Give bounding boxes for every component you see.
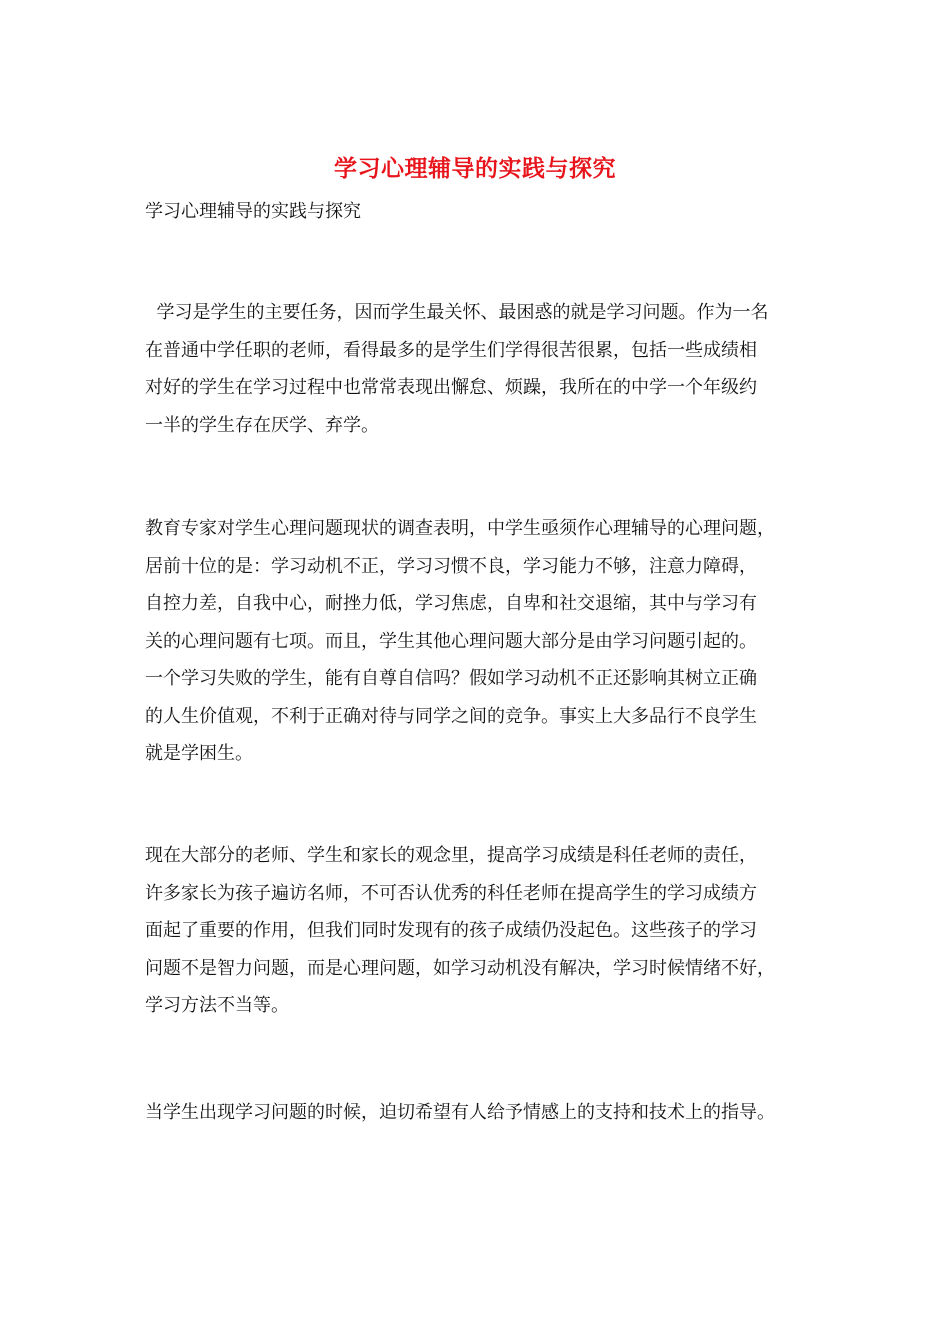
- paragraph-line: 许多家长为孩子遍访名师，不可否认优秀的科任老师在提高学生的学习成绩方: [145, 882, 757, 904]
- paragraph-line: 一半的学生存在厌学、弃学。: [145, 414, 379, 436]
- paragraph-line: 关的心理问题有七项。而且，学生其他心理问题大部分是由学习问题引起的。: [145, 630, 757, 652]
- paragraph-line: 学习方法不当等。: [145, 995, 289, 1016]
- paragraph-3: [145, 837, 825, 1025]
- paragraph-1: [145, 294, 825, 444]
- paragraph-line: 的人生价值观，不利于正确对待与同学之间的竞争。事实上大多品行不良学生: [145, 705, 757, 727]
- document-subtitle: 学习心理辅导的实践与探究: [145, 201, 361, 222]
- paragraph-line: 当学生出现学习问题的时候，迫切希望有人给予情感上的支持和技术上的指导。: [145, 1102, 775, 1123]
- paragraph-line: 在普通中学任职的老师，看得最多的是学生们学得很苦很累，包括一些成绩相: [145, 339, 757, 361]
- paragraph-line: 就是学困生。: [145, 743, 253, 764]
- paragraph-line: 问题不是智力问题，而是心理问题，如学习动机没有解决，学习时候情绪不好，: [145, 957, 775, 979]
- document-title: 学习心理辅导的实践与探究: [334, 155, 616, 182]
- paragraph-line: 学习是学生的主要任务，因而学生最关怀、最困惑的就是学习问题。作为一名: [145, 302, 769, 323]
- paragraph-line: 面起了重要的作用，但我们同时发现有的孩子成绩仍没起色。这些孩子的学习: [145, 920, 757, 941]
- paragraph-2: [145, 510, 825, 773]
- paragraph-line: 自控力差，自我中心，耐挫力低，学习焦虑，自卑和社交退缩，其中与学习有: [145, 593, 757, 614]
- paragraph-line: 教育专家对学生心理问题现状的调查表明，中学生亟须作心理辅导的心理问题，: [145, 518, 775, 539]
- paragraph-line: 居前十位的是：学习动机不正，学习习惯不良，学习能力不够，注意力障碍，: [145, 555, 757, 577]
- paragraph-line: 现在大部分的老师、学生和家长的观念里，提高学习成绩是科任老师的责任，: [145, 845, 757, 866]
- paragraph-line: 对好的学生在学习过程中也常常表现出懈怠、烦躁，我所在的中学一个年级约: [145, 377, 757, 398]
- paragraph-4: [145, 1094, 825, 1132]
- paragraph-line: 一个学习失败的学生，能有自尊自信吗？假如学习动机不正还影响其树立正确: [145, 668, 757, 689]
